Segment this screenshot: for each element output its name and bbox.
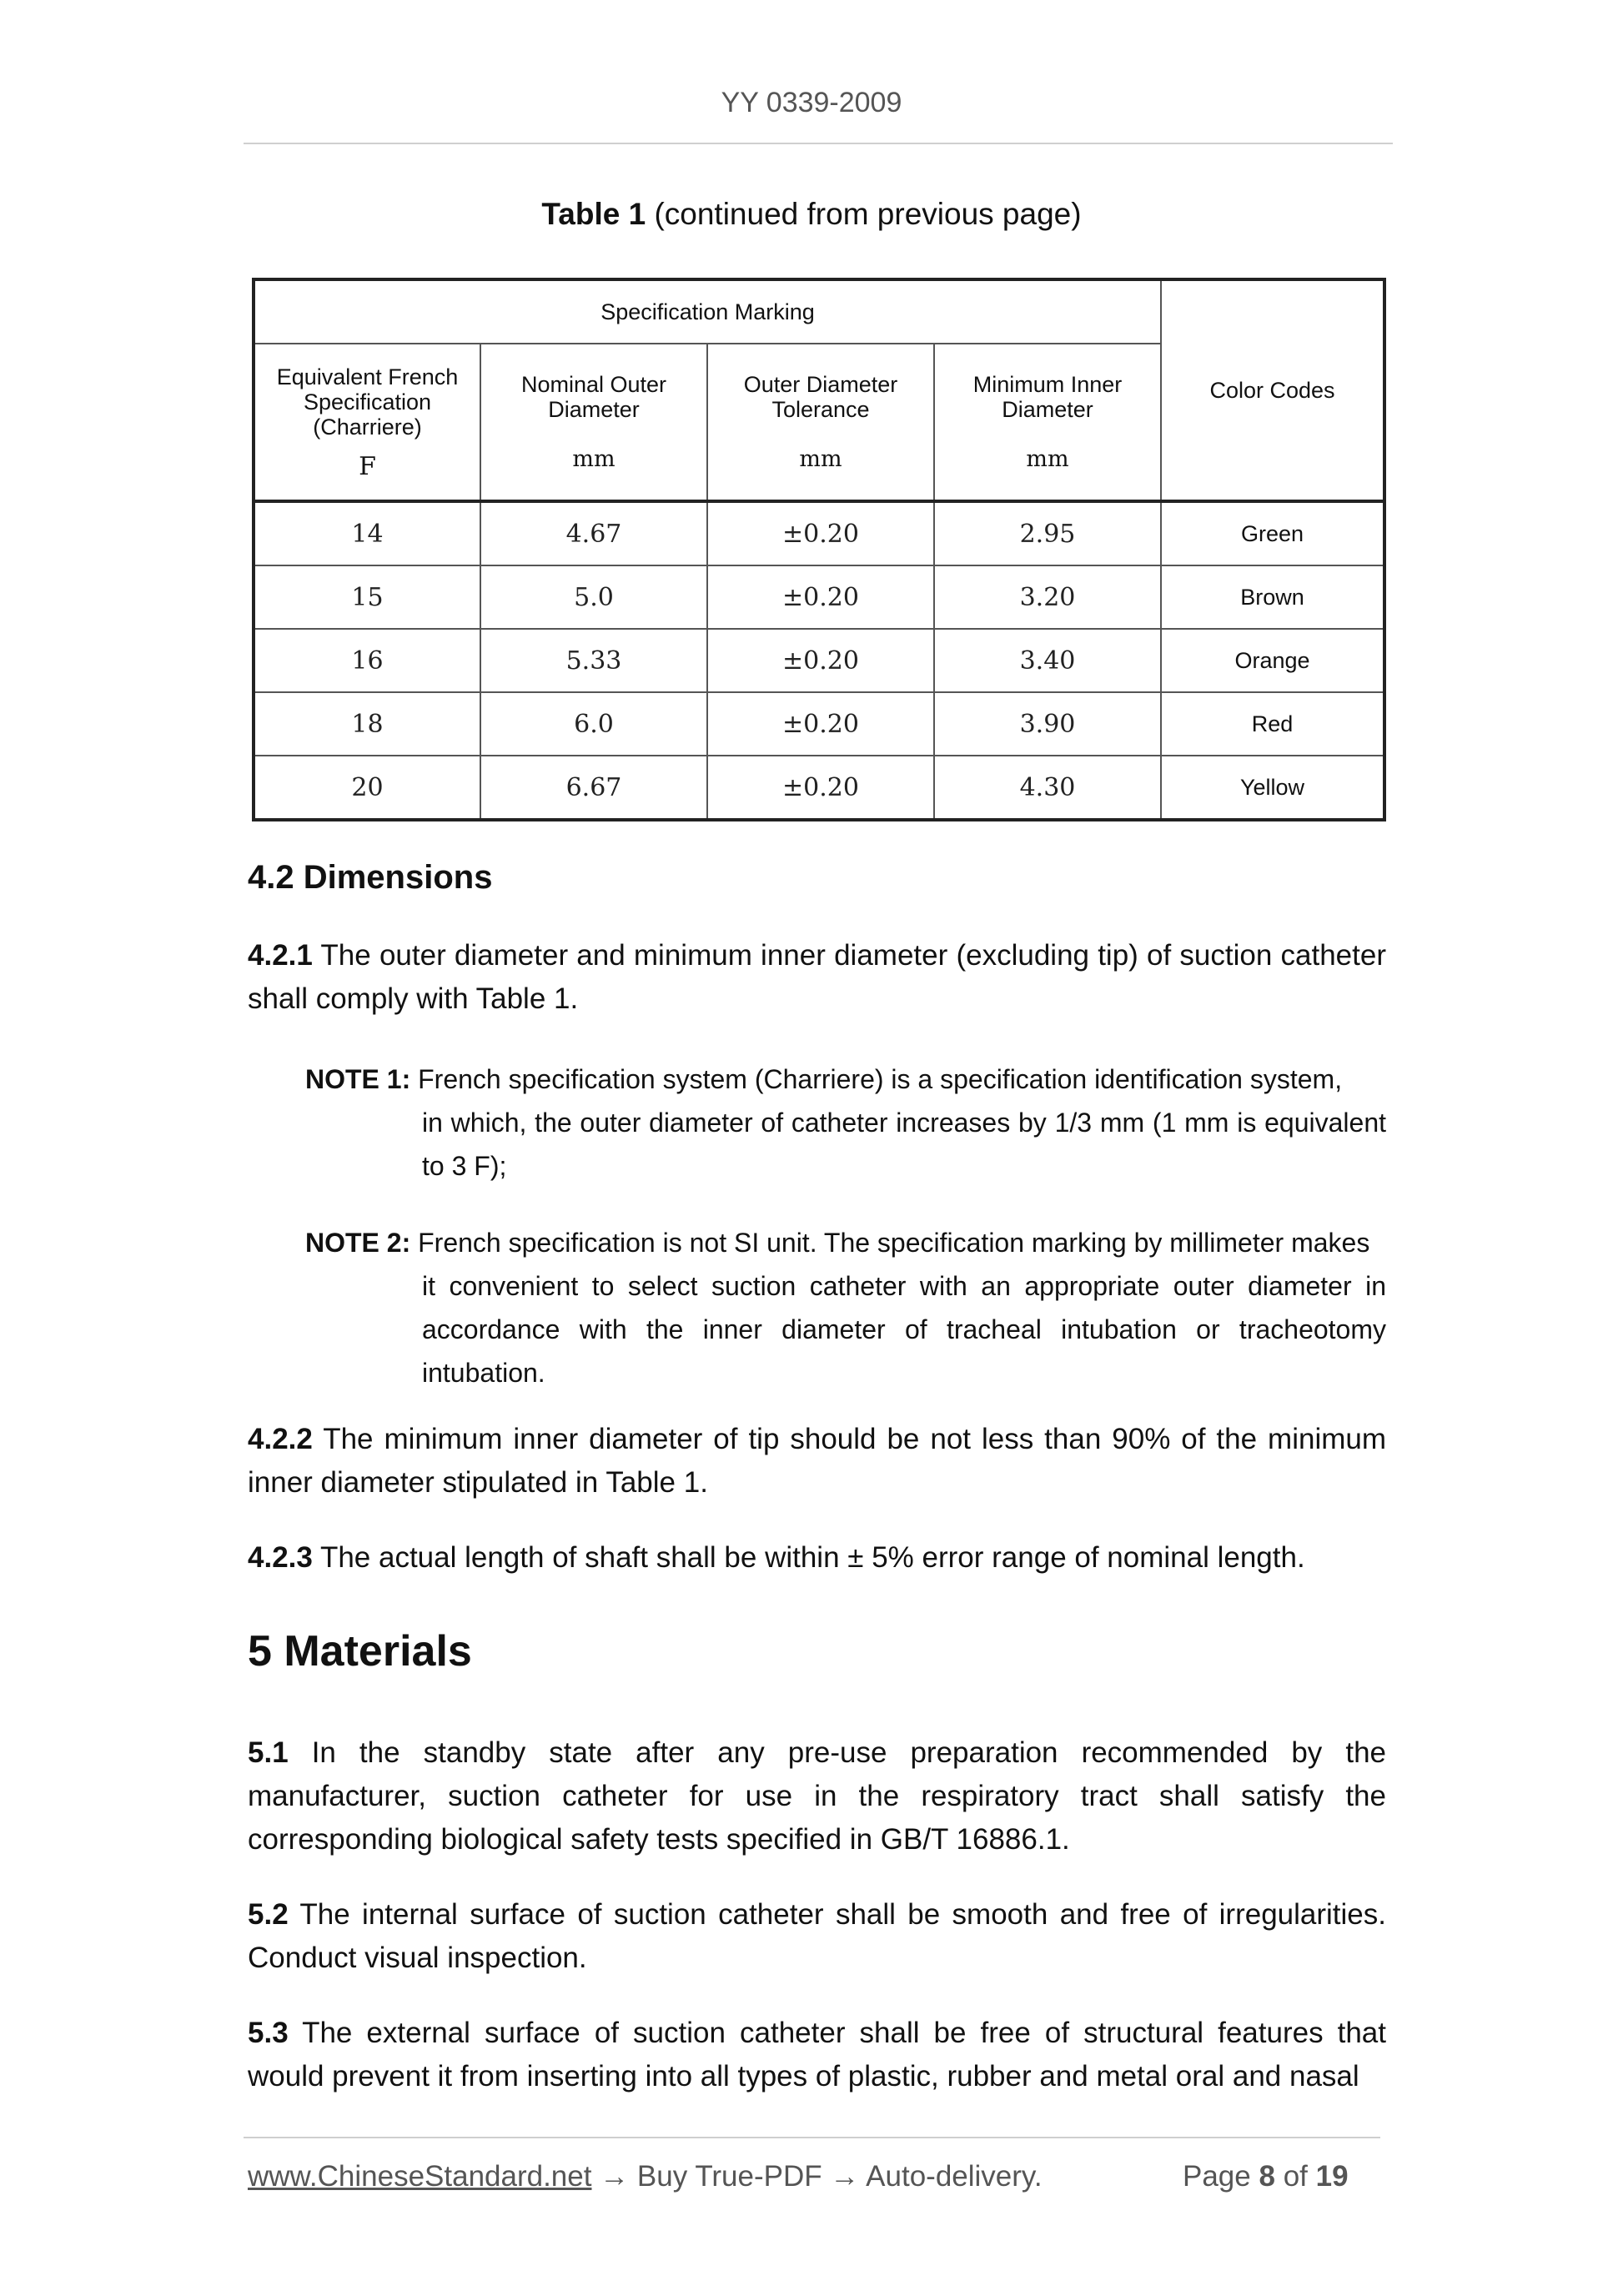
clause-text: The outer diameter and minimum inner diameter (excluding tip) of suction catheter shall comply with Table 1. bbox=[248, 939, 1386, 1015]
table-caption-label: Table 1 bbox=[541, 197, 646, 231]
cell-tolerance: ±0.20 bbox=[707, 565, 934, 629]
cell-french: 14 bbox=[254, 501, 480, 565]
cell-tolerance: ±0.20 bbox=[707, 501, 934, 565]
note-text: French specification is not SI unit. The specification marking by millimeter makes bbox=[410, 1228, 1370, 1258]
cell-min-id: 3.90 bbox=[934, 692, 1161, 756]
table-row bbox=[254, 692, 1384, 756]
website-link[interactable]: www.ChineseStandard.net bbox=[248, 2160, 592, 2193]
note-label: NOTE 1: bbox=[305, 1064, 411, 1094]
col-header-min-id bbox=[934, 344, 1161, 501]
cell-tolerance: ±0.20 bbox=[707, 756, 934, 820]
col-header-french-unit: F bbox=[359, 452, 376, 481]
paragraph-4-2-2 bbox=[248, 1418, 1386, 1505]
col-header-french bbox=[254, 344, 480, 501]
footer-promo bbox=[248, 2160, 1043, 2193]
spec-marking-header: Specification Marking bbox=[254, 279, 1161, 344]
col-header-nominal-od-label: Nominal Outer Diameter bbox=[520, 372, 667, 422]
note-2 bbox=[305, 1221, 1386, 1394]
clause-text: In the standby state after any pre-use preparation recommended by the manufacturer, suction catheter for use in the respiratory tract shall satisfy the corresponding biological safety tests specified in GB/T 16886.1. bbox=[248, 1736, 1386, 1856]
col-header-tolerance bbox=[707, 344, 934, 501]
table-row bbox=[254, 565, 1384, 629]
clause-text: The actual length of shaft shall be within ± 5% error range of nominal length. bbox=[312, 1541, 1305, 1574]
header-divider bbox=[244, 143, 1393, 144]
cell-french: 16 bbox=[254, 629, 480, 692]
clause-number: 5.1 bbox=[248, 1736, 289, 1769]
clause-text: The external surface of suction catheter shall be free of structural features that would prevent it from inserting into all types of plastic, rubber and metal oral and nasal bbox=[248, 2017, 1386, 2093]
cell-nominal-od: 6.0 bbox=[480, 692, 707, 756]
table-row bbox=[254, 629, 1384, 692]
table-row bbox=[254, 756, 1384, 820]
page-total: 19 bbox=[1315, 2160, 1349, 2193]
note-1 bbox=[305, 1058, 1386, 1188]
col-header-nominal-od-unit: mm bbox=[572, 446, 616, 472]
cell-color: Red bbox=[1161, 692, 1384, 756]
cell-min-id: 3.40 bbox=[934, 629, 1161, 692]
cell-tolerance: ±0.20 bbox=[707, 629, 934, 692]
footer-divider bbox=[244, 2137, 1380, 2138]
paragraph-5-3 bbox=[248, 2012, 1386, 2098]
paragraph-4-2-3 bbox=[248, 1536, 1386, 1580]
cell-min-id: 3.20 bbox=[934, 565, 1161, 629]
cell-color: Yellow bbox=[1161, 756, 1384, 820]
col-header-tolerance-unit: mm bbox=[799, 446, 842, 472]
clause-number: 4.2.2 bbox=[248, 1423, 313, 1455]
clause-number: 5.2 bbox=[248, 1898, 289, 1931]
col-header-nominal-od bbox=[480, 344, 707, 501]
specification-table bbox=[252, 278, 1386, 821]
cell-french: 15 bbox=[254, 565, 480, 629]
col-header-min-id-unit: mm bbox=[1026, 446, 1069, 472]
cell-color: Green bbox=[1161, 501, 1384, 565]
cell-min-id: 2.95 bbox=[934, 501, 1161, 565]
cell-nominal-od: 6.67 bbox=[480, 756, 707, 820]
page-number: 8 bbox=[1259, 2160, 1275, 2193]
table-row bbox=[254, 501, 1384, 565]
document-code: YY 0339-2009 bbox=[721, 87, 902, 118]
page-label: Page bbox=[1183, 2160, 1251, 2193]
cell-french: 18 bbox=[254, 692, 480, 756]
cell-color: Orange bbox=[1161, 629, 1384, 692]
footer-promo-text: → Buy True-PDF → Auto-delivery. bbox=[591, 2160, 1043, 2193]
note-continuation: in which, the outer diameter of catheter increases by 1/3 mm (1 mm is equivalent to 3 F); bbox=[422, 1108, 1386, 1181]
note-continuation: it convenient to select suction catheter with an appropriate outer diameter in accordance with the inner diameter of tracheal intubation or tracheotomy intubation. bbox=[422, 1271, 1386, 1388]
table-caption-text: (continued from previous page) bbox=[646, 197, 1082, 231]
col-header-tolerance-label: Outer Diameter Tolerance bbox=[743, 372, 898, 422]
cell-nominal-od: 5.33 bbox=[480, 629, 707, 692]
col-header-french-label: Equivalent French Specification (Charriere) bbox=[276, 364, 459, 440]
paragraph-5-2 bbox=[248, 1893, 1386, 1980]
clause-text: The internal surface of suction catheter shall be smooth and free of irregularities. Conduct visual inspection. bbox=[248, 1898, 1386, 1974]
clause-text: The minimum inner diameter of tip should be not less than 90% of the minimum inner diameter stipulated in Table 1. bbox=[248, 1423, 1386, 1499]
of-label: of bbox=[1283, 2160, 1308, 2193]
cell-french: 20 bbox=[254, 756, 480, 820]
paragraph-4-2-1 bbox=[248, 934, 1386, 1021]
clause-number: 5.3 bbox=[248, 2017, 289, 2049]
page-indicator bbox=[1183, 2160, 1349, 2193]
cell-nominal-od: 4.67 bbox=[480, 501, 707, 565]
color-codes-header: Color Codes bbox=[1161, 279, 1384, 501]
note-text: French specification system (Charriere) is a specification identification system, bbox=[410, 1064, 1343, 1094]
note-label: NOTE 2: bbox=[305, 1228, 411, 1258]
cell-tolerance: ±0.20 bbox=[707, 692, 934, 756]
section-heading-dimensions: 4.2 Dimensions bbox=[248, 859, 493, 896]
section-heading-materials: 5 Materials bbox=[248, 1627, 472, 1676]
col-header-min-id-label: Minimum Inner Diameter bbox=[972, 372, 1123, 422]
cell-min-id: 4.30 bbox=[934, 756, 1161, 820]
table-caption bbox=[0, 197, 1623, 232]
paragraph-5-1 bbox=[248, 1731, 1386, 1861]
cell-nominal-od: 5.0 bbox=[480, 565, 707, 629]
clause-number: 4.2.3 bbox=[248, 1541, 313, 1574]
clause-number: 4.2.1 bbox=[248, 939, 313, 972]
cell-color: Brown bbox=[1161, 565, 1384, 629]
